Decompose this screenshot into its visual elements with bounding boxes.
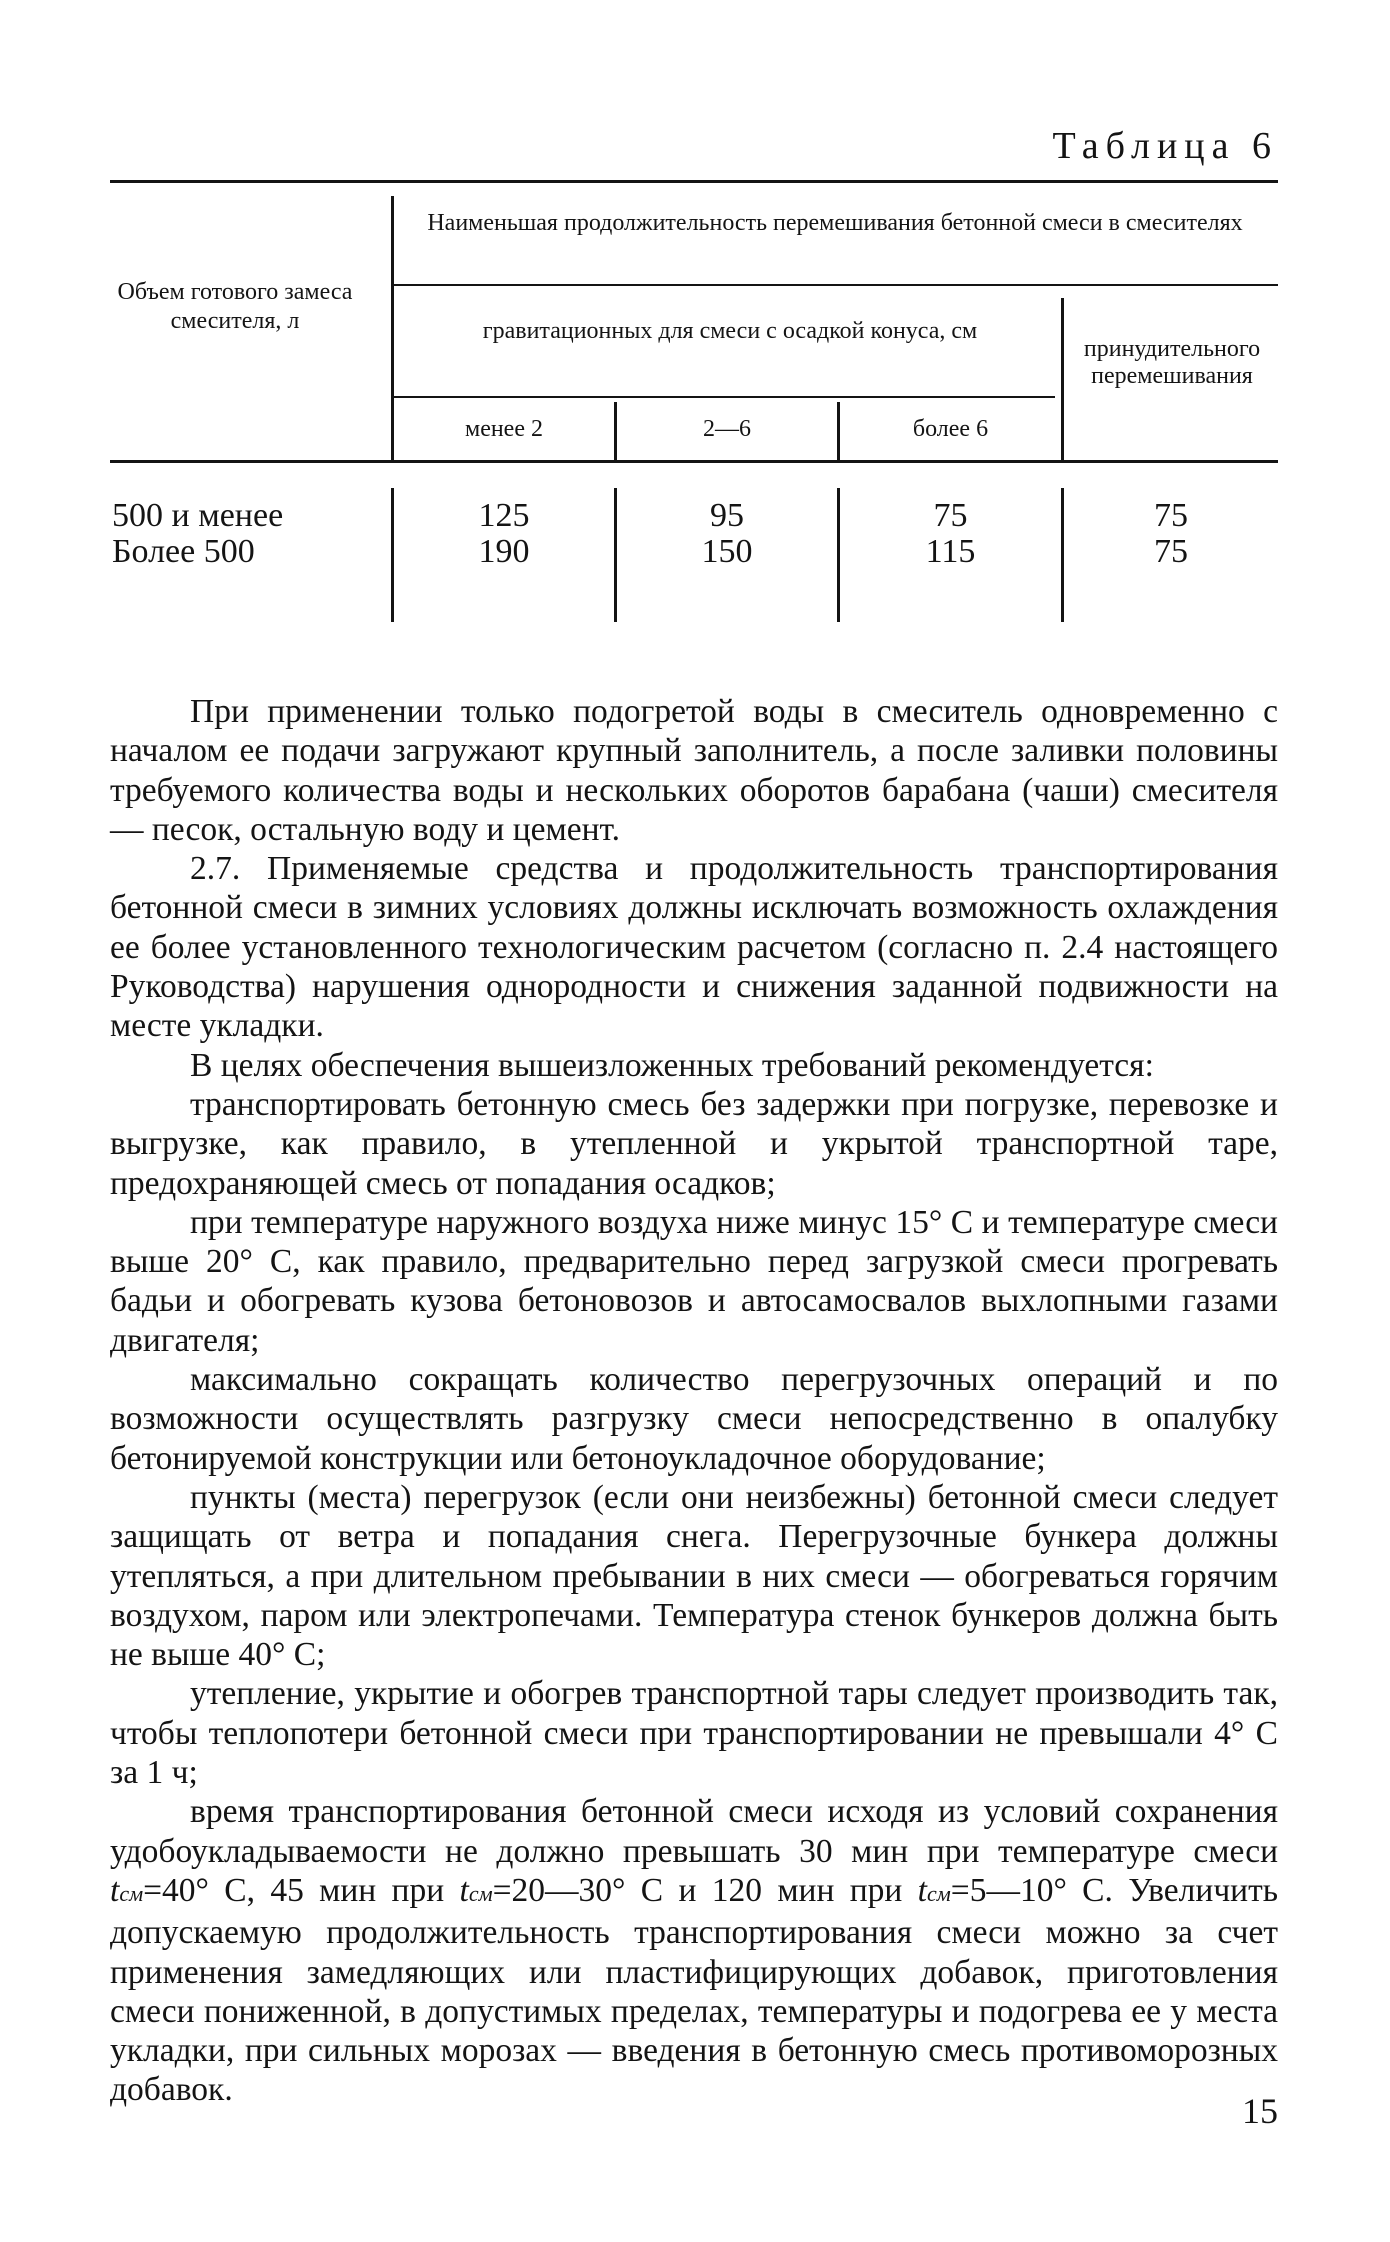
paragraph: при температуре наружного воздуха ниже минус 15° С и температуре смеси выше 20° С, как правило, предварительно перед загрузкой смеси прогревать бадьи и обогревать кузова бетоновозов и автосамосвалов выхлопными газами двигателя; (110, 1203, 1278, 1359)
paragraph: транспортировать бетонную смесь без задержки при погрузке, перевозке и выгрузке, как правило, в утепленной и укрытой транспортной таре, предохраняющей смесь от попадания осадков; (110, 1085, 1278, 1202)
header-group-rule (392, 284, 1278, 286)
table-cell: 75 (933, 497, 968, 534)
table-cell: 150 (701, 533, 753, 570)
header-sub-less-2: менее 2 (465, 416, 543, 442)
paragraph: утепление, укрытие и обогрев транспортной тары следует производить так, чтобы теплопотери бетонной смеси при транспортировании не превышали 4° С за 1 ч; (110, 1675, 1278, 1792)
paragraph: пункты (места) перегрузок (если они неизбежны) бетонной смеси следует защищать от ветра и попадания снега. Перегрузочные бункера должны утепляться, а при длительном пребывании в них смеси — обогреваться горячим воздухом, паром или электропечами. Температура стенок бункеров должна быть не выше 40° С; (110, 1478, 1278, 1674)
paragraph-transport-time: время транспортирования бетонной смеси исходя из условий сохранения удобоукладываемости не должно превышать 30 мин при температуре смеси tсм=40° С, 45 мин при tсм=20—30° С и 120 мин при tсм=5—10° С. Увеличить допускаемую продолжительность транспортирования смеси можно за счет применения замедляющих или пластифицирующих добавок, приготовления смеси пониженной, в допустимых пределах, температуры и подогрева ее у места укладки, при сильных морозах — введения в бетонную смесь противоморозных добавок. (110, 1793, 1279, 2109)
paragraph: При применении только подогретой воды в смеситель одновременно с началом ее подачи загружают крупный заполнитель, а после заливки половины требуемого количества воды и нескольких оборотов барабана (чаши) смесителя — песок, остальную воду и цемент. (110, 693, 1278, 848)
table-title: Таблица 6 (1052, 125, 1278, 167)
row-label: Более 500 (112, 533, 255, 570)
gravity-sub-rule (392, 396, 1055, 398)
header-forced: принудительного перемешивания (1083, 336, 1261, 389)
header-sub-2-6: 2—6 (703, 416, 751, 442)
table-cell: 95 (710, 497, 744, 534)
table-cell: 115 (925, 533, 976, 570)
paragraph: 2.7. Применяемые средства и продолжительность транспортирования бетонной смеси в зимних условиях должны исключать возможность охлаждения ее более установленного технологическим расчетом (согласно п. 2.4 настоящего Руководства) нарушения однородности и снижения заданной подвижности на месте укладки. (110, 850, 1278, 1045)
header-volume: Объем готового замеса смесителя, л (117, 279, 353, 334)
body-text (110, 692, 1278, 2110)
table-cell: 75 (1154, 533, 1188, 570)
table-cell: 75 (1154, 497, 1188, 534)
header-sub-more-6: более 6 (912, 416, 989, 442)
header-bottom-rule (110, 460, 1278, 463)
header-gravity: гравитационных для смеси с осадкой конуса, см (482, 318, 978, 344)
column-divider-4 (1061, 298, 1064, 460)
row-label: 500 и менее (112, 497, 284, 534)
paragraph: В целях обеспечения вышеизложенных требований рекомендуется: (190, 1046, 1154, 1084)
page-number: 15 (1242, 2091, 1278, 2131)
paragraph: максимально сокращать количество перегрузочных операций и по возможности осуществлять разгрузку смеси непосредственно в опалубку бетонируемой конструкции или бетоноукладочное оборудование; (110, 1361, 1278, 1477)
table-cell: 125 (478, 497, 530, 534)
table-cell: 190 (478, 533, 530, 570)
header-mixing-duration: Наименьшая продолжительность перемешивания бетонной смеси в смесителях (427, 210, 1243, 236)
table-top-rule (110, 180, 1278, 183)
